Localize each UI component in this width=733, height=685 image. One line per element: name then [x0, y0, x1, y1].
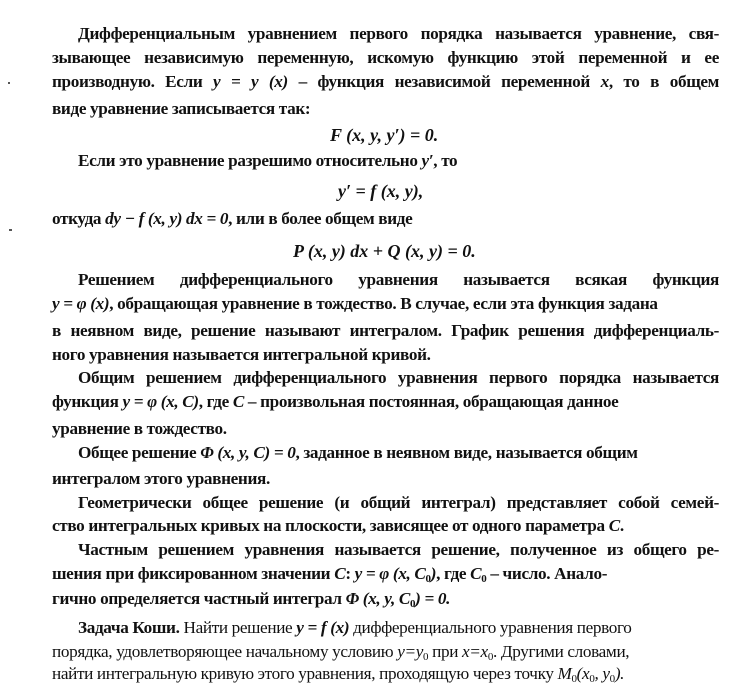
text: . Другими словами, — [492, 642, 630, 661]
math-inline: dy − f (x, y) dx = 0 — [105, 209, 229, 228]
subscript: 0 — [481, 573, 487, 585]
paragraph-8-line-2 — [52, 563, 719, 585]
paragraph-5-line-2 — [52, 391, 719, 413]
text: , или в более общем виде — [228, 209, 413, 228]
subscript: 0 — [609, 673, 615, 685]
math-inline: ) — [430, 564, 437, 583]
paragraph-1-line-2: зывающее независимую переменную, искомую функцию этой переменной и ее — [52, 48, 719, 67]
text: , заданное в неявном виде, называется общим — [295, 443, 638, 462]
text: откуда — [52, 209, 106, 228]
math-inline: y = y (x) — [213, 72, 288, 91]
paragraph-5-line-1: Общим решением дифференциального уравнения первого порядка называется — [78, 368, 719, 387]
math-inline: y=y — [397, 642, 423, 661]
text: производную. Если — [52, 72, 214, 91]
subscript: 0 — [425, 573, 431, 585]
paragraph-7-line-1: Геометрически общее решение (и общий интеграл) представляет собой семей- — [78, 493, 719, 512]
paragraph-4-line-4: ного уравнения называется интегральной кривой. — [52, 345, 431, 364]
formula-implicit-ode: F (x, y, y′) = 0. — [330, 125, 439, 145]
math-inline: ). — [614, 664, 625, 683]
math-inline: C — [608, 516, 620, 535]
paragraph-7-line-2 — [52, 515, 719, 537]
math-inline: y′ — [421, 151, 434, 170]
math-inline: M — [557, 664, 572, 683]
math-inline: x=x — [462, 642, 488, 661]
math-inline: x — [600, 72, 609, 91]
paragraph-1-line-1: Дифференциальным уравнением первого порядка называется уравнение, свя- — [78, 24, 719, 43]
formula-differential-form: P (x, y) dx + Q (x, y) = 0. — [293, 241, 476, 261]
math-inline: , y — [594, 664, 610, 683]
scan-speck — [9, 229, 12, 231]
math-inline: y = φ (x, C — [354, 564, 426, 583]
paragraph-5-line-3: уравнение в тождество. — [52, 419, 227, 438]
paragraph-8-line-1: Частным решением уравнения называется решение, полученное из общего ре- — [78, 540, 719, 559]
paragraph-8-line-3 — [52, 588, 719, 610]
text: ство интегральных кривых на плоскости, зависящее от одного параметра — [52, 516, 609, 535]
subscript: 0 — [423, 651, 429, 663]
paragraph-6-line-2: интегралом этого уравнения. — [52, 469, 270, 488]
text: порядка, удовлетворяющее начальному условию — [52, 642, 398, 661]
text: при — [428, 642, 462, 661]
text: гично определяется частный интеграл — [52, 589, 346, 608]
text: Общее решение — [78, 443, 201, 462]
text: : — [345, 564, 355, 583]
text: , обращающая уравнение в тождество. В случае, если эта функция задана — [109, 294, 658, 313]
text: – число. Анало- — [486, 564, 608, 583]
text: . — [619, 516, 624, 535]
text: , где — [198, 392, 233, 411]
paragraph-2 — [78, 150, 719, 172]
text: , где — [436, 564, 471, 583]
math-inline: C — [334, 564, 346, 583]
text: функция — [52, 392, 123, 411]
text: – функция независимой переменной — [287, 72, 601, 91]
math-inline: y = φ (x) — [52, 294, 110, 313]
scan-speck — [8, 82, 10, 84]
subscript: 0 — [571, 673, 577, 685]
text: Если это уравнение разрешимо относительно — [78, 151, 422, 170]
paragraph-4-line-3: в неявном виде, решение называют интегралом. График решения дифференциаль- — [52, 321, 719, 340]
cauchy-problem-heading: Задача Коши. — [78, 618, 180, 637]
paragraph-9-line-1 — [78, 617, 719, 639]
paragraph-6-line-1 — [78, 442, 719, 464]
paragraph-4-line-2 — [52, 293, 719, 315]
text: дифференциального уравнения первого — [349, 618, 632, 637]
math-inline: Φ (x, y, C — [345, 589, 410, 608]
math-inline: y = f (x) — [296, 618, 350, 637]
paragraph-3 — [52, 208, 719, 230]
text: Найти решение — [179, 618, 297, 637]
paragraph-9-line-2 — [52, 641, 719, 663]
text: шения при фиксированном значении — [52, 564, 335, 583]
subscript: 0 — [487, 651, 493, 663]
math-inline: C — [232, 392, 244, 411]
paragraph-4-line-1: Решением дифференциального уравнения называется всякая функция — [78, 270, 719, 289]
math-inline: Φ (x, y, C) = 0 — [200, 443, 296, 462]
text: найти интегральную кривую этого уравнения, проходящую через точку — [52, 664, 558, 683]
math-inline: y = φ (x, C) — [122, 392, 199, 411]
math-inline: ) = 0. — [415, 589, 451, 608]
subscript: 0 — [589, 673, 595, 685]
text: , то — [433, 151, 458, 170]
math-inline: C — [470, 564, 482, 583]
paragraph-1-line-3 — [52, 71, 719, 93]
paragraph-9-line-3 — [52, 663, 719, 685]
formula-explicit-ode: y′ = f (x, y), — [338, 181, 424, 201]
paragraph-1-line-4: виде уравнение записывается так: — [52, 99, 311, 118]
math-inline: (x — [576, 664, 590, 683]
subscript: 0 — [409, 598, 416, 610]
text: , то в общем — [608, 72, 719, 91]
text: – произвольная постоянная, обращающая данное — [243, 392, 619, 411]
